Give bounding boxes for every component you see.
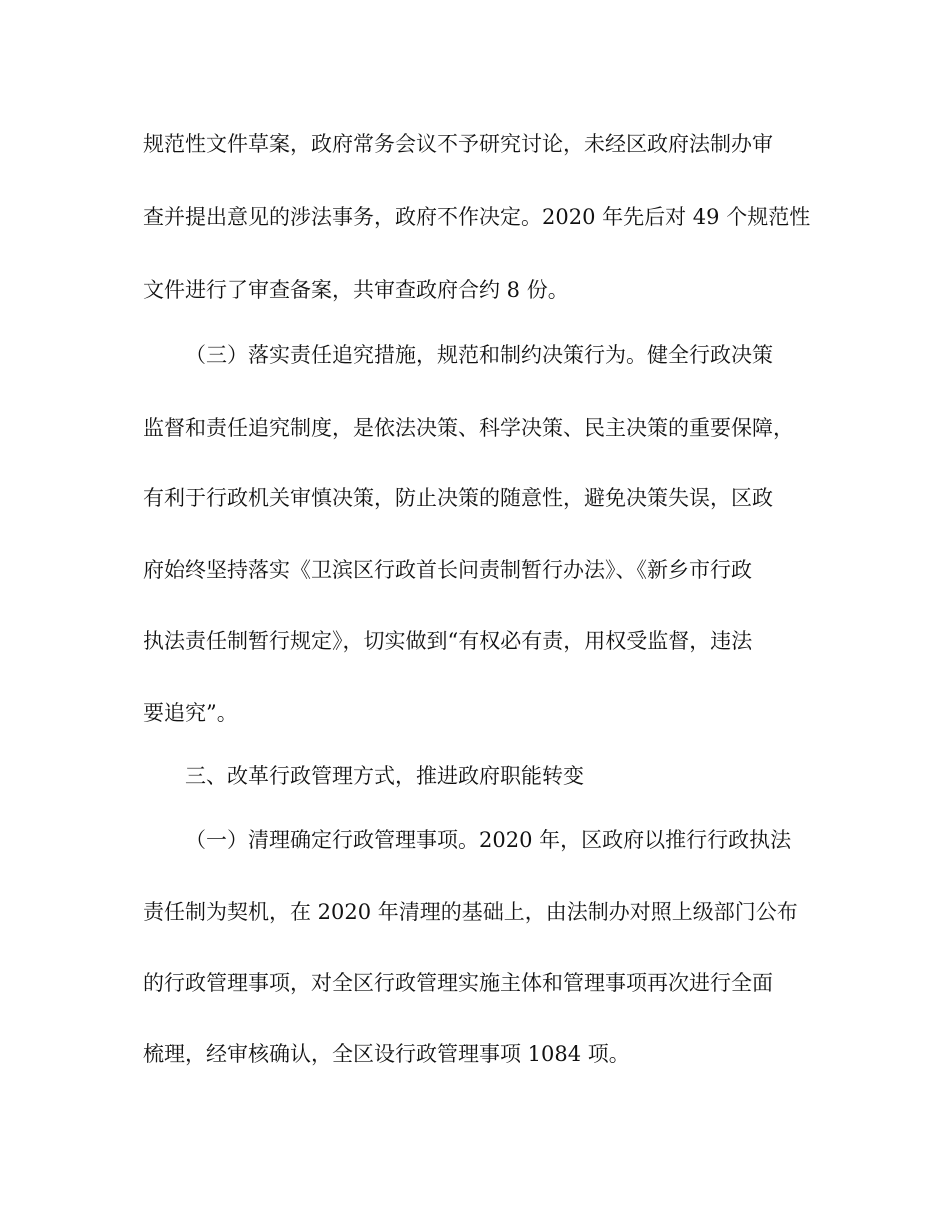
- body-line: 梳理，经审核确认，全区设行政管理事项 1084 项。: [143, 1042, 630, 1066]
- paragraph-heading-line: （一）清理确定行政管理事项。2020 年，区政府以推行行政执法: [185, 828, 792, 852]
- body-line: 监督和责任追究制度，是依法决策、科学决策、民主决策的重要保障，: [143, 416, 794, 440]
- body-line: 查并提出意见的涉法事务，政府不作决定。2020 年先后对 49 个规范性: [143, 205, 811, 229]
- body-line: 的行政管理事项，对全区行政管理实施主体和管理事项再次进行全面: [143, 971, 773, 995]
- body-line: 文件进行了审查备案，共审查政府合约 8 份。: [143, 278, 569, 302]
- body-line: 有利于行政机关审慎决策，防止决策的随意性，避免决策失误，区政: [143, 486, 773, 510]
- body-line: 执法责任制暂行规定》，切实做到“有权必有责，用权受监督，违法: [143, 629, 753, 653]
- body-line: 要追究”。: [143, 701, 238, 725]
- body-line: 府始终坚持落实《卫滨区行政首长问责制暂行办法》、《新乡市行政: [143, 558, 752, 582]
- section-heading: 三、改革行政管理方式，推进政府职能转变: [185, 764, 584, 788]
- body-line: 责任制为契机，在 2020 年清理的基础上，由法制办对照上级部门公布: [143, 900, 798, 924]
- paragraph-heading-line: （三）落实责任追究措施，规范和制约决策行为。健全行政决策: [185, 343, 773, 367]
- body-line: 规范性文件草案，政府常务会议不予研究讨论，未经区政府法制办审: [143, 132, 773, 156]
